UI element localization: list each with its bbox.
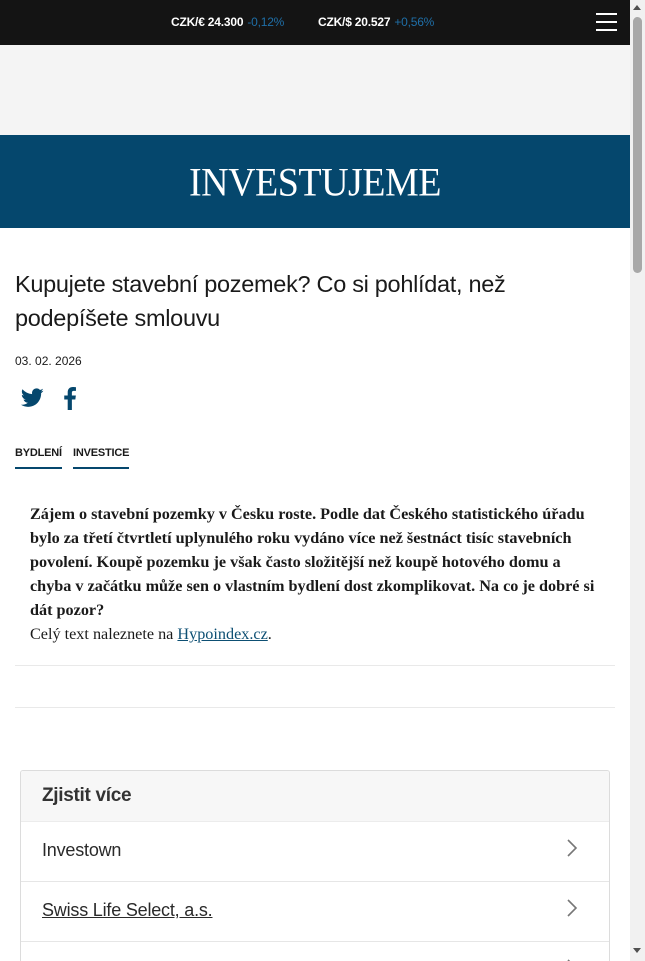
top-bar (0, 0, 630, 45)
scrollbar[interactable] (630, 0, 645, 961)
more-info-header (21, 771, 609, 822)
rate-eur-change: -0,12% (247, 15, 285, 29)
scrollbar-thumb[interactable] (633, 17, 642, 273)
article-date: 03. 02. 2026 (15, 354, 82, 368)
more-item-swiss-life[interactable] (21, 882, 609, 942)
brand-logo[interactable]: INVESTUJEME (188, 160, 442, 206)
tag-investice[interactable]: INVESTICE (73, 447, 129, 469)
divider (15, 707, 615, 708)
full-text-prefix: Celý text naleznete na (30, 625, 174, 643)
rate-usd-change: +0,56% (394, 15, 435, 29)
more-info-box (20, 770, 610, 961)
rate-eur-value: CZK/€ 24.300 (171, 15, 244, 29)
more-item-label: Investown (42, 840, 122, 860)
more-info-title: Zjistit více (42, 785, 132, 806)
divider (15, 665, 615, 666)
scroll-down-arrow-icon[interactable] (633, 948, 641, 953)
article-title: Kupujete stavební pozemek? Co si pohlídat, než podepíšete smlouvu (15, 271, 506, 331)
twitter-icon[interactable] (21, 388, 44, 408)
hamburger-menu-icon[interactable] (596, 13, 617, 31)
article-perex: Zájem o stavební pozemky v Česku roste. Podle dat Českého statistického úřadu bylo za třetí čtvrtletí uplynulého roku vydáno více než šestnáct tisíc stavebních povolení. Koupě pozemku je však často složitější než koupě hotového domu a chyba v začátku může sen o vlastním bydlení dost zkomplikovat. Na co je dobré si dát pozor? (30, 505, 595, 619)
chevron-right-icon (565, 898, 579, 918)
tag-bydleni[interactable]: BYDLENÍ (15, 447, 62, 469)
more-item-label: Swiss Life Select, a.s. (42, 900, 213, 920)
rate-usd-value: CZK/$ 20.527 (318, 15, 391, 29)
currency-rate-eur (171, 15, 284, 29)
full-text-note (30, 622, 272, 646)
facebook-icon[interactable] (63, 387, 77, 410)
more-item-investown[interactable] (21, 822, 609, 882)
more-item[interactable] (21, 942, 609, 961)
source-link[interactable]: Hypoindex.cz (177, 625, 268, 643)
ad-space (0, 45, 630, 135)
scroll-up-arrow-icon[interactable] (633, 5, 641, 10)
currency-rate-usd (318, 15, 434, 29)
chevron-right-icon (565, 838, 579, 858)
full-text-suffix: . (267, 625, 272, 643)
